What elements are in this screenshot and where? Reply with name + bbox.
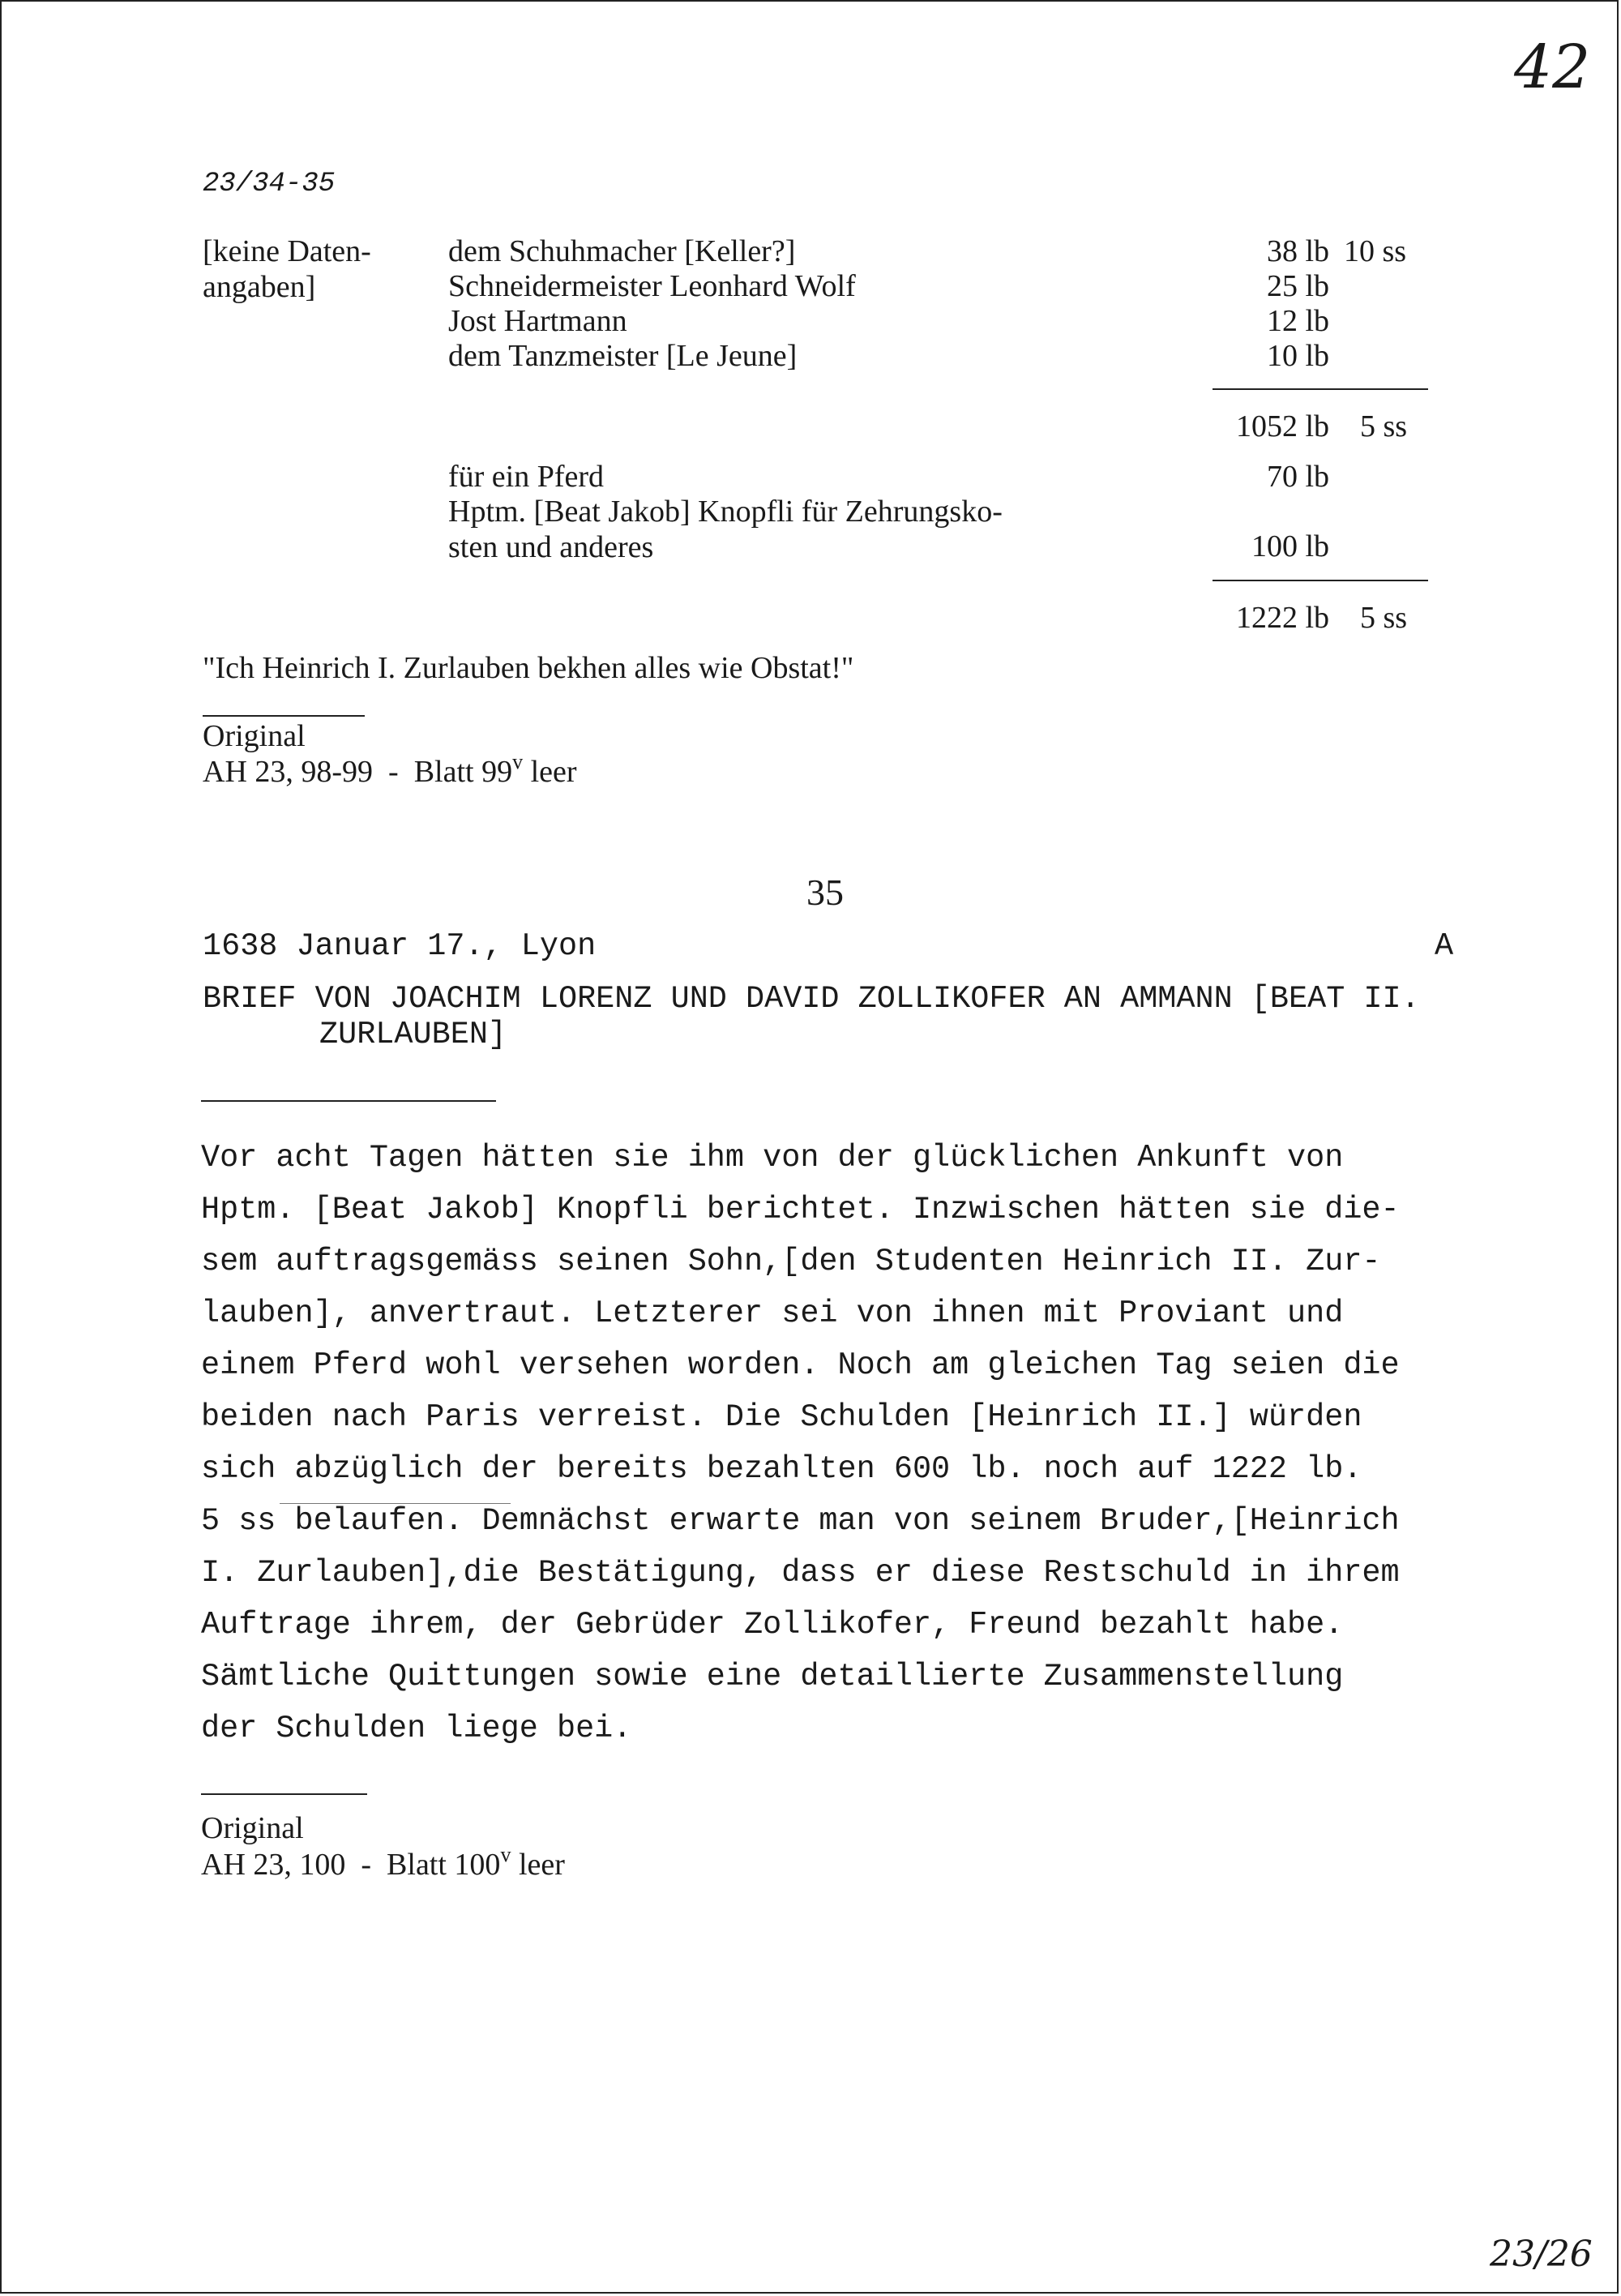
summary-line: 5 ss belaufen. Demnächst erwarte man von seinem Bruder,[Heinrich: [201, 1503, 1400, 1539]
signature-quote: "Ich Heinrich I. Zurlauben bekhen alles wie Obstat!": [203, 651, 854, 685]
source-reference-suffix: leer: [523, 755, 577, 789]
account-payee: Schneidermeister Leonhard Wolf: [448, 269, 856, 303]
subtotal-lb: 1052 lb: [1235, 409, 1329, 443]
amount-lb: 38 lb: [1266, 234, 1329, 268]
source-rule: [203, 715, 365, 717]
document-title-line1: BRIEF VON JOACHIM LORENZ UND DAVID ZOLLIKOFER AN AMMANN [BEAT II.: [203, 981, 1420, 1017]
source-reference: [201, 1843, 565, 1886]
total-ss: 5 ss: [1360, 601, 1408, 635]
summary-line: einem Pferd wohl versehen worden. Noch am gleichen Tag seien die: [201, 1347, 1400, 1383]
summary-text: [201, 1132, 1482, 1754]
source-label: Original: [203, 719, 306, 753]
summary-line: Sämtliche Quittungen sowie eine detaillierte Zusammenstellung: [201, 1659, 1344, 1694]
source-reference: [203, 750, 577, 793]
title-rule: [201, 1100, 496, 1102]
subtotal-ss: 5 ss: [1360, 409, 1408, 443]
sum-rule: [1213, 388, 1428, 390]
account-payee: Hptm. [Beat Jakob] Knopfli für Zehrungsko- sten und anderes: [448, 495, 1003, 564]
total-rule: [1213, 580, 1428, 581]
summary-line: beiden nach Paris verreist. Die Schulden [Heinrich II.] würden: [201, 1399, 1362, 1435]
source-reference-text: AH 23, 100 - Blatt 100: [201, 1848, 501, 1882]
archive-reference: 23/34-35: [203, 169, 336, 199]
account-payee: dem Schuhmacher [Keller?]: [448, 234, 796, 268]
summary-line: Hptm. [Beat Jakob] Knopfli berichtet. Inzwischen hätten sie die-: [201, 1192, 1400, 1227]
account-payee: für ein Pferd: [448, 460, 605, 494]
summary-line: Auftrage ihrem, der Gebrüder Zollikofer, Freund bezahlt habe.: [201, 1607, 1344, 1643]
account-payee: Jost Hartmann: [448, 304, 627, 338]
summary-line: der Schulden liege bei.: [201, 1711, 632, 1746]
account-payee: dem Tanzmeister [Le Jeune]: [448, 339, 798, 373]
document-type: A: [1435, 928, 1454, 964]
verso-superscript: v: [500, 1843, 511, 1866]
total-lb: 1222 lb: [1235, 601, 1329, 635]
summary-line: Vor acht Tagen hätten sie ihm von der glücklichen Ankunft von: [201, 1140, 1344, 1176]
amount-ss: 10 ss: [1344, 234, 1407, 268]
source-label: Original: [201, 1811, 304, 1845]
amount-lb: 25 lb: [1266, 269, 1329, 303]
amount-lb: 12 lb: [1266, 304, 1329, 338]
source-reference-suffix: leer: [511, 1848, 565, 1882]
handwritten-footer-number: 23/26: [1490, 2234, 1593, 2275]
pencil-mark: [280, 1503, 511, 1504]
document-date: 1638 Januar 17., Lyon: [203, 928, 597, 964]
document-number: 35: [806, 872, 844, 913]
amount-lb: 10 lb: [1266, 339, 1329, 373]
summary-line: lauben], anvertraut. Letzterer sei von ihnen mit Proviant und: [201, 1296, 1344, 1331]
summary-line: I. Zurlauben],die Bestätigung, dass er diese Restschuld in ihrem: [201, 1555, 1400, 1591]
summary-line: sem auftragsgemäss seinen Sohn,[den Studenten Heinrich II. Zur-: [201, 1244, 1381, 1279]
verso-superscript: v: [512, 750, 524, 773]
summary-line: sich abzüglich der bereits bezahlten 600 lb. noch auf 1222 lb.: [201, 1451, 1362, 1487]
amount-lb: 70 lb: [1266, 460, 1329, 494]
document-title-line2: ZURLAUBEN]: [319, 1017, 507, 1052]
source-reference-text: AH 23, 98-99 - Blatt 99: [203, 755, 513, 789]
handwritten-page-number: 42: [1514, 32, 1591, 102]
date-label: [keine Daten- angaben]: [203, 234, 371, 304]
source-rule: [201, 1793, 367, 1795]
amount-lb: 100 lb: [1251, 529, 1329, 563]
